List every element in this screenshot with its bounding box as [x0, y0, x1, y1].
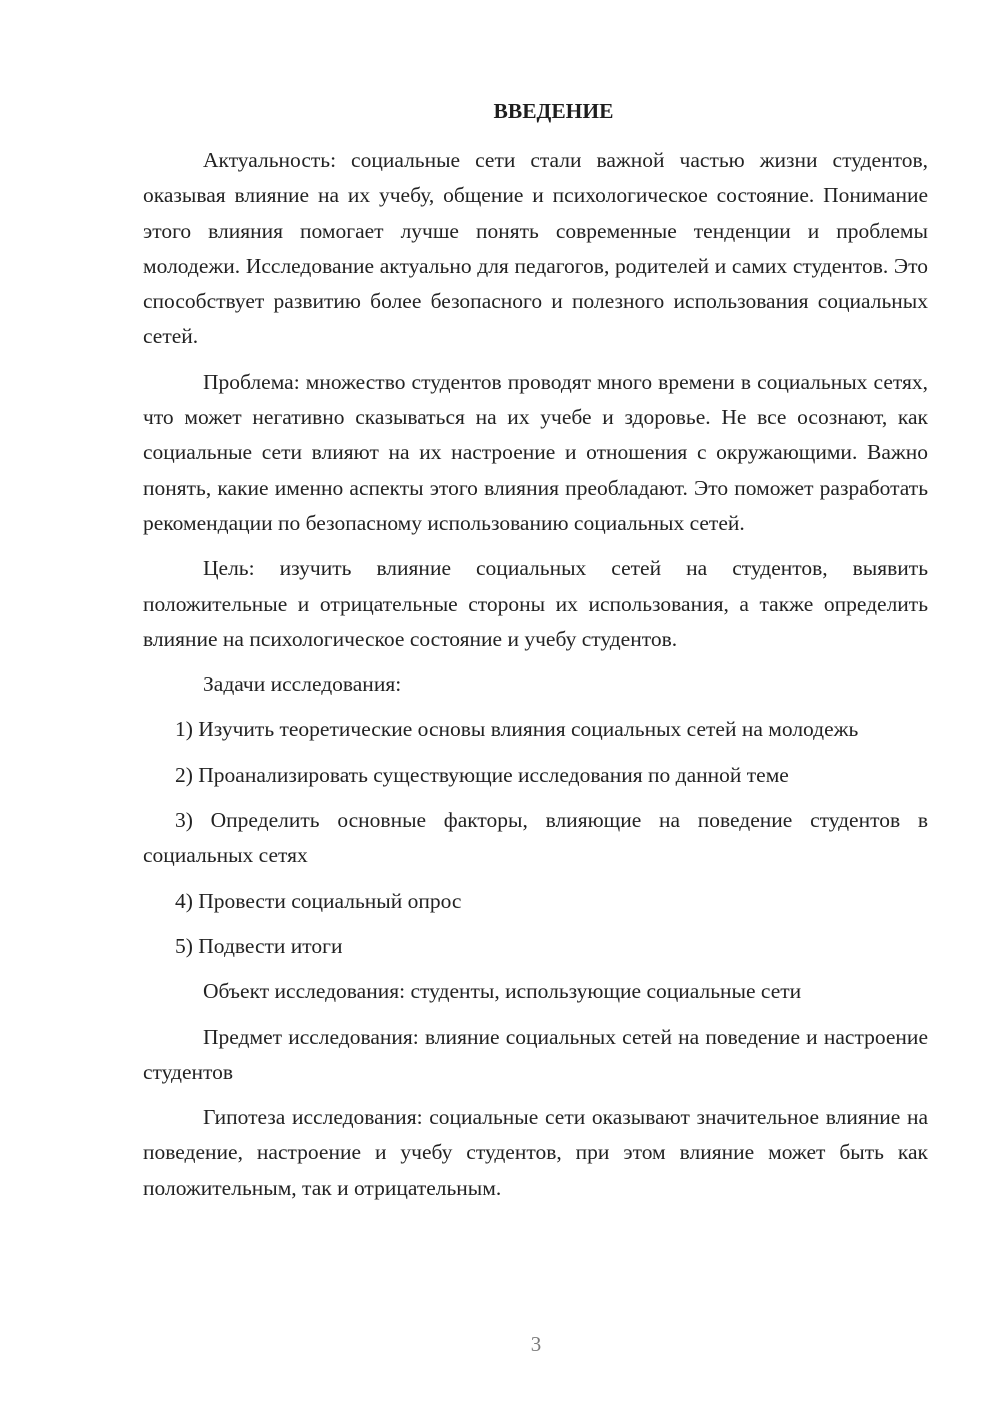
task-item: 5) Подвести итоги	[175, 933, 343, 958]
task-item: 3) Определить основные факторы, влияющие на поведение студентов в социальных сетях	[143, 808, 928, 868]
task-item: 2) Проанализировать существующие исследования по данной теме	[175, 762, 789, 787]
goal-paragraph: Цель: изучить влияние социальных сетей на студентов, выявить положительные и отрицательные стороны их использования, а также определить влияние на психологическое состояние и учебу студентов.	[143, 556, 928, 651]
page-heading: ВВЕДЕНИЕ	[493, 99, 614, 123]
task-item: 1) Изучить теоретические основы влияния социальных сетей на молодежь	[175, 717, 859, 742]
subject-paragraph: Предмет исследования: влияние социальных сетей на поведение и настроение студентов	[143, 1024, 928, 1084]
problem-paragraph: Проблема: множество студентов проводят много времени в социальных сетях, что может негативно сказываться на их учебе и здоровье. Не все осознают, как социальные сети влияют на их настроение и отношения с окружающими. Важно понять, какие именно аспекты этого влияния преобладают. Это поможет разработать рекомендации по безопасному использованию социальных сетей.	[143, 369, 928, 535]
page-content	[143, 94, 928, 1216]
tasks-title: Задачи исследования:	[203, 672, 402, 697]
hypothesis-paragraph: Гипотеза исследования: социальные сети оказывают значительное влияние на поведение, настроение и учебу студентов, при этом влияние может быть как положительным, так и отрицательным.	[143, 1105, 928, 1200]
task-item: 4) Провести социальный опрос	[175, 888, 462, 913]
page-number: 3	[530, 1332, 542, 1356]
object-paragraph: Объект исследования: студенты, использующие социальные сети	[203, 979, 802, 1004]
relevance-paragraph: Актуальность: социальные сети стали важной частью жизни студентов, оказывая влияние на их учебу, общение и психологическое состояние. Понимание этого влияния помогает лучше понять современные тенденции и проблемы молодежи. Исследование актуально для педагогов, родителей и самих студентов. Это способствует развитию более безопасного и полезного использования социальных сетей.	[143, 148, 928, 349]
